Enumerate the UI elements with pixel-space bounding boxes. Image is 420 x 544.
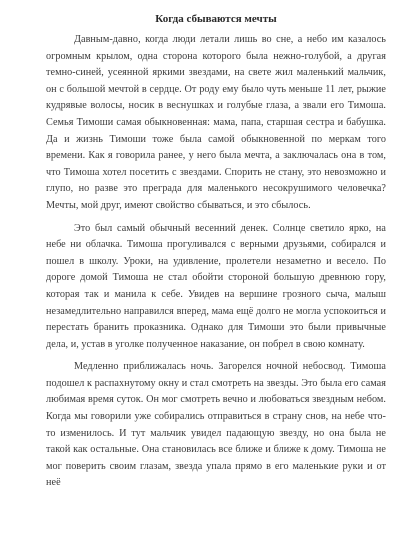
- paragraph-2: Это был самый обычный весенний денек. Солнце светило ярко, на небе ни облачка. Тимоша прогуливался с верными друзьями, собирался и пошел в школу. Уроки, на удивление, пролетели незаметно и весело. По дороге домой Тимоша не стал обойти стороной большую древнюю гору, которая так и манила к себе. Увидев на вершине грозного сыча, малыш незамедлительно направился вперед, мама ещё долго не могла успокоиться и перестать бранить проказника. Однако для Тимоши это были привычные дела, и, устав в уголке полученное наказание, он побрел в свою комнату.: [46, 222, 386, 350]
- paragraph-1: Давным-давно, когда люди летали лишь во сне, а небо им казалось огромным крылом, одна сторона которого была нежно-голубой, а другая темно-синей, усеянной яркими звездами, на свете жил маленький мальчик, он с большой мечтой в сердце. От роду ему было чуть меньше 11 лет, рыжие кудрявые волосы, носик в веснушках и голубые глаза, а звали его Тимоша. Семья Тимоши самая обыкновенная: мама, папа, старшая сестра и бабушка. Да и жизнь Тимоши тоже была самой обыкновенной по меркам того времени. Как я говорила ранее, у него была мечта, а заключалась она в том, что Тимоша хотел посетить с звездами. Спорить не стану, это невозможно и глупо, но разве это преграда для маленького несокрушимого человечка? Мечты, мой друг, имеют свойство сбываться, и это сбылось.: [46, 34, 386, 211]
- paragraph-3: Медленно приближалась ночь. Загорелся ночной небосвод. Тимоша подошел к распахнутому окну и стал смотреть на звезды. Это была его самая любимая время суток. Он мог смотреть вечно и любоваться звездным небом. Когда мы говорили уже собирались отправиться в страну снов, на небе что-то изменилось. И тут мальчик увидел падающую звезду, но она была не такой как остальные. Она становилась все ближе и ближе к дому. Тимоша не мог поверить своим глазам, звезда упала прямо в его маленькие руки и от неё: [46, 361, 386, 489]
- document-title: Когда сбываются мечты: [155, 13, 277, 25]
